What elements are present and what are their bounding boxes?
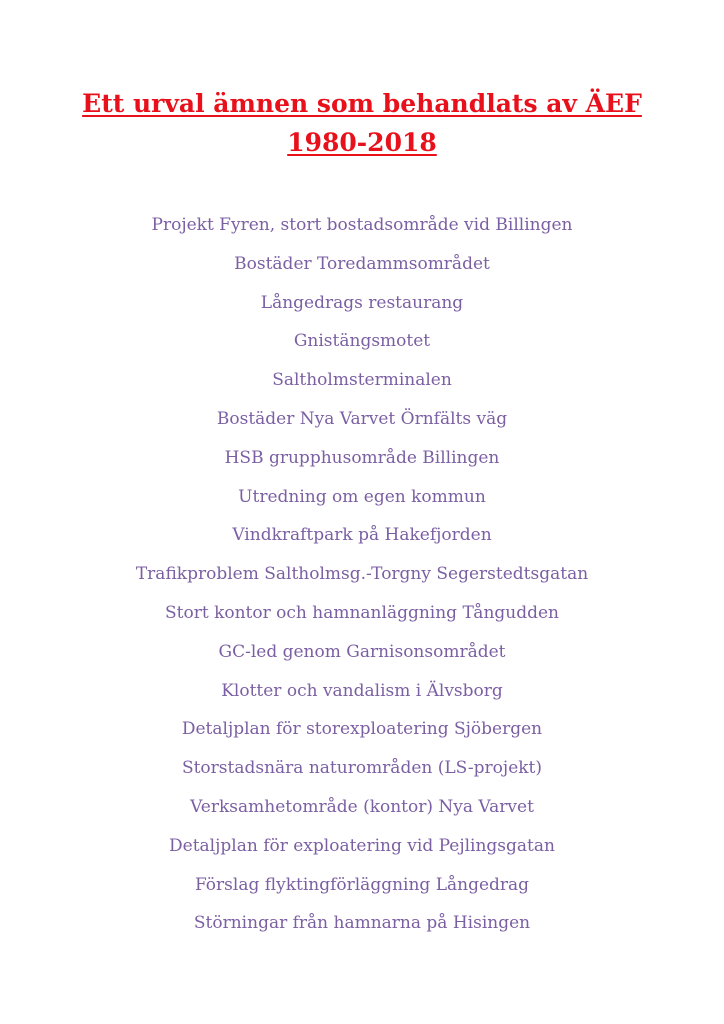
topic-item: Stort kontor och hamnanläggning Tångudden: [165, 602, 559, 623]
topic-list: [0, 206, 724, 943]
topic-item: Bostäder Nya Varvet Örnfälts väg: [216, 408, 508, 429]
topic-item: Verksamhetområde (kontor) Nya Varvet: [190, 796, 534, 817]
topic-item: Vindkraftpark på Hakefjorden: [232, 525, 492, 546]
page-title: Ett urval ämnen som behandlats av ÄEF: [82, 89, 642, 118]
topic-item: GC-led genom Garnisonsområdet: [218, 641, 506, 662]
page-title-years: 1980-2018: [287, 128, 437, 157]
topic-item: Långedrags restaurang: [260, 292, 464, 313]
topic-item: Saltholmsterminalen: [272, 370, 452, 391]
topic-item: Detaljplan för storexploatering Sjöbergen: [181, 719, 543, 740]
topic-item: Störningar från hamnarna på Hisingen: [193, 913, 531, 934]
topic-item: Trafikproblem Saltholmsg.-Torgny Segerstedtsgatan: [135, 564, 589, 585]
topic-item: HSB grupphusområde Billingen: [224, 447, 500, 468]
topic-item: Bostäder Toredammsområdet: [234, 253, 490, 274]
topic-item: Detaljplan för exploatering vid Pejlingsgatan: [169, 835, 555, 856]
topic-item: Klotter och vandalism i Älvsborg: [221, 680, 503, 701]
topic-item: Gnistängsmotet: [293, 331, 431, 352]
topic-item: Storstadsnära naturområden (LS-projekt): [181, 758, 543, 779]
topic-item: Utredning om egen kommun: [238, 486, 486, 507]
topic-item: Förslag flyktingförläggning Långedrag: [194, 874, 530, 895]
topic-item: Projekt Fyren, stort bostadsområde vid Billingen: [151, 215, 573, 235]
